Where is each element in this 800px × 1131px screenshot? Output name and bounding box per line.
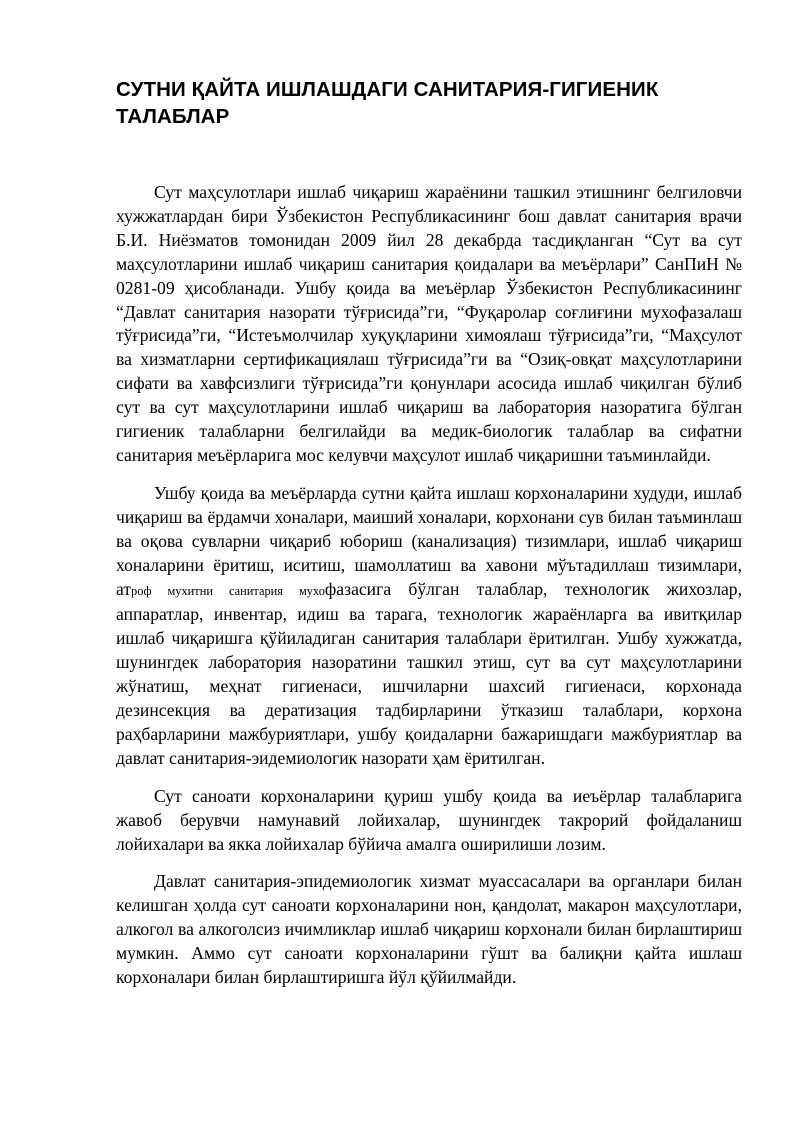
paragraph-construction: Сут саноати корхоналарини қуриш ушбу қоида ва иеъёрлар талабларига жавоб берувчи намунавий лойихалар, шунингдек такрорий фойдаланиш лойихалари ва якка лойихалар бўйича амалга оширилиши лозим. (116, 785, 742, 854)
paragraph-merging: Давлат санитария-эпидемиологик хизмат муассасалари ва органлари билан келишган ҳолда сут саноати корхоналарини нон, қандолат, макарон маҳсулотлари, алкогол ва алкоголсиз ичимликлар ишлаб чиқариш корхонали билан бирлаштириш мумкин. Аммо сут саноати корхоналарини гўшт ва балиқни қайта ишлаш корхоналари билан бирлаштиришга йўл қўйилмайди. (116, 871, 742, 988)
paragraph-scope-text-start: Ушбу қоида ва меъёрларда сутни қайта ишлаш корхоналарини худуди, ишлаб чиқариш ва ёрдамчи хоналари, маиший хоналари, корхонани сув билан таъминлаш ва оқова сувларни чиқариб юбориш (канализация) тизимлари, ишлаб чиқариш хоналарини ёритиш, иситиш, шамоллатиш ва хавони мўътадиллаш тизимлари, ат (116, 482, 742, 599)
paragraph-scope (116, 482, 742, 771)
paragraph-scope-text-end: фазасига бўлган талаблар, технологик жихозлар, аппаратлар, инвентар, идиш ва тарага, технологик жараёнларга ва ивитқилар ишлаб чиқаришга қўйиладиган санитария талаблари ёритилган. Ушбу хужжатда, шунингдек лаборатория назоратини ташкил этиш, сут ва сут маҳсулотларини жўнатиш, меҳнат гигиенаси, ишчиларни шахсий гигиенаси, корхонада дезинсекция ва дератизация тадбирларини ўтказиш талаблари, корхона раҳбарларини мажбуриятлари, ушбу қоидаларни бажаришдаги мажбуриятлар ва давлат санитария-эидемиологик назорати ҳам ёритилган. (116, 578, 742, 768)
document-page (116, 76, 742, 1004)
document-title: СУТНИ ҚАЙТА ИШЛАШДАГИ САНИТАРИЯ-ГИГИЕНИК ТАЛАБЛАР (116, 78, 659, 128)
paragraph-scope-small-text: роф мухитни санитария мухо (131, 583, 325, 598)
paragraph-sanpin-intro: Сут маҳсулотлари ишлаб чиқариш жараёнини ташкил этишнинг белгиловчи хужжатлардан бири Ўзбекистон Республикасининг бош давлат санитария врачи Б.И. Ниёзматов томонидан 2009 йил 28 декабрда тасдиқланган “Сут ва сут маҳсулотларини ишлаб чиқариш санитария қоидалари ва меъёрлари” СанПиН № 0281-09 ҳисобланади. Ушбу қоида ва меъёрлар Ўзбекистон Республикасининг “Давлат санитария назорати тўғрисида”ги, “Фуқаролар соғлиғини мухофазалаш тўғрисида”ги, “Истеъмолчилар хуқуқларини химоялаш тўғрисида”ги, “Маҳсулот ва хизматларни сертификациялаш тўғрисида”ги ва “Озиқ-овқат маҳсулотларини сифати ва хавфсизлиги тўғрисида”ги қонунлари асосида ишлаб чиқилган бўлиб сут ва сут маҳсулотларини ишлаб чиқариш ва лаборатория назоратига бўлган гигиеник талабларни белгилайди ва медик-биологик талаблар ва сифатни санитария меъёрларига мос келувчи маҳсулот ишлаб чиқаришни таъминлайди. (116, 182, 742, 465)
